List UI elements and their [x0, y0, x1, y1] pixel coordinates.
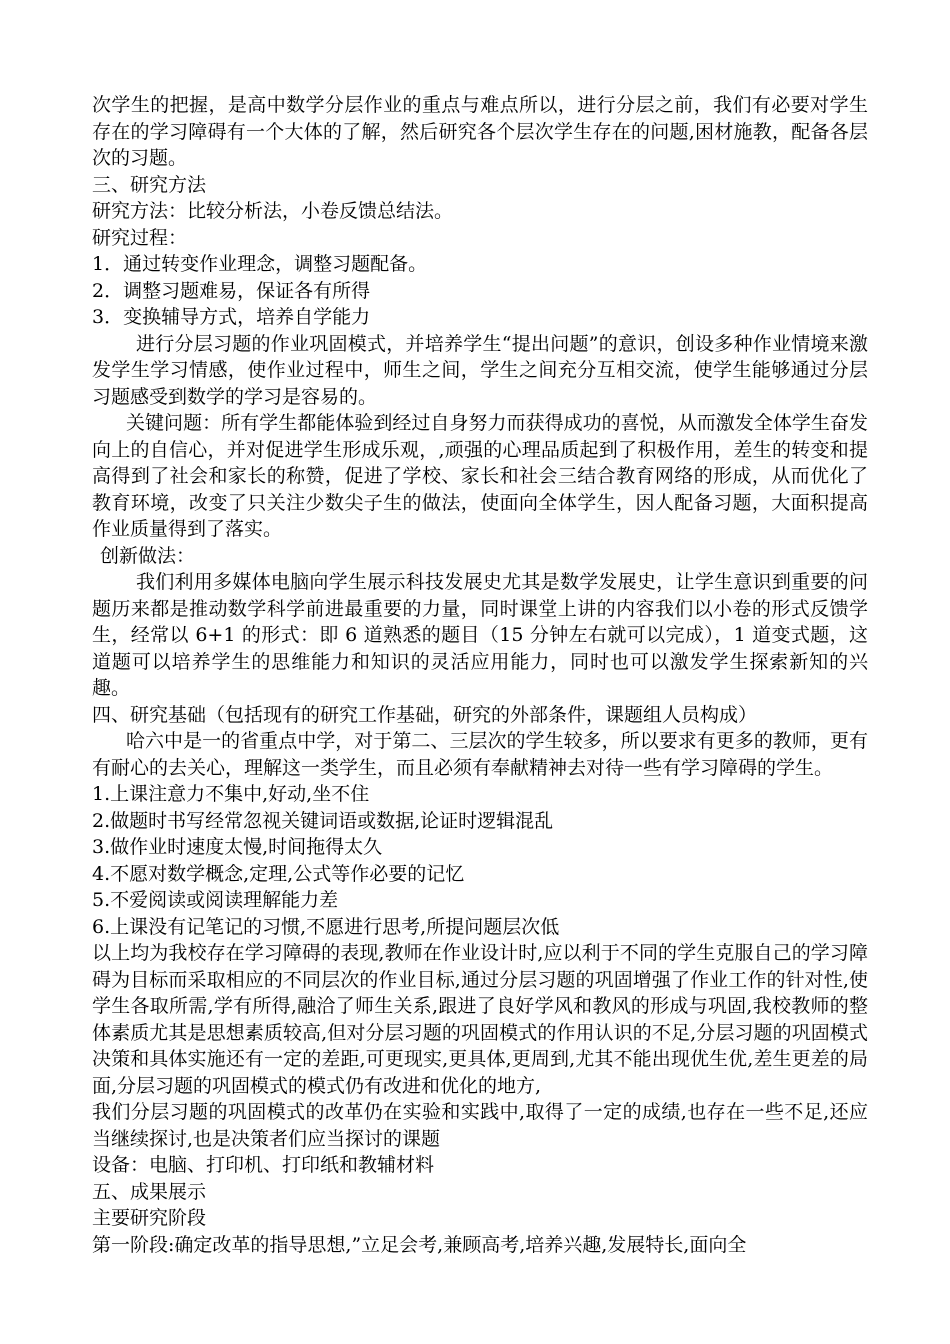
list-item-obstacle-5: 5.不爱阅读或阅读理解能力差: [92, 889, 339, 911]
label-research-process: 研究过程：: [92, 226, 188, 249]
paragraph-research-methods: 研究方法：比较分析法，小卷反馈总结法。: [92, 200, 454, 222]
paragraph-stage-one: 第一阶段:确定改革的指导思想,”立足会考,兼顾高考,培养兴趣,发展特长,面向全: [92, 1233, 747, 1256]
list-item-process-3: 3．变换辅导方式，培养自学能力: [92, 306, 371, 328]
section-heading-results: 五、成果展示: [92, 1180, 207, 1203]
section-heading-research-methods: 三、研究方法: [92, 173, 207, 196]
paragraph-intro-continuation: 次学生的把握，是高中数学分层作业的重点与难点所以，进行分层之前，我们有必要对学生存在的学习障碍有一个大体的了解，然后研究各个层次学生存在的问题,困材施教，配备各层次的习题。: [92, 94, 868, 169]
list-item-obstacle-1: 1.上课注意力不集中,好动,坐不住: [92, 783, 370, 805]
label-main-stages: 主要研究阶段: [92, 1207, 207, 1229]
list-item-obstacle-3: 3.做作业时速度太慢,时间拖得太久: [92, 836, 383, 858]
list-item-process-1: 1．通过转变作业理念，调整习题配备。: [92, 253, 428, 275]
paragraph-obstacle-summary: 以上均为我校存在学习障碍的表现,教师在作业设计时,应以利于不同的学生克服自己的学习障碍为目标而采取相应的不同层次的作业目标,通过分层习题的巩固增强了作业工作的针对性,使学生各取所需,学有所得,融洽了师生关系,跟进了良好学风和教风的形成与巩固,我校教师的整体素质尤其是思想素质较高,但对分层习题的巩固模式的作用认识的不足,分层习题的巩固模式决策和具体实施还有一定的差距,可更现实,更具体,更周到,尤其不能出现优生优,差生更差的局面,分层习题的巩固模式的模式仍有改进和优化的地方,: [92, 942, 868, 1097]
paragraph-school-basis: 哈六中是一的省重点中学，对于第二、三层次的学生较多，所以要求有更多的教师，更有有耐心的去关心，理解这一类学生，而且必须有奉献精神去对待一些有学习障碍的学生。: [92, 730, 868, 779]
list-item-process-2: 2．调整习题难易，保证各有所得: [92, 279, 371, 302]
section-heading-research-basis: 四、研究基础（包括现有的研究工作基础，研究的外部条件，课题组人员构成）: [92, 703, 758, 726]
paragraph-reform-status: 我们分层习题的巩固模式的改革仍在实验和实践中,取得了一定的成绩,也存在一些不足,还应当继续探讨,也是决策者们应当探讨的课题: [92, 1101, 868, 1150]
list-item-obstacle-2: 2.做题时书写经常忽视关键词语或数据,论证时逻辑混乱: [92, 809, 554, 832]
list-item-obstacle-6: 6.上课没有记笔记的习惯,不愿进行思考,所提问题层次低: [92, 915, 560, 938]
paragraph-equipment: 设备：电脑、打印机、打印纸和教辅材料: [92, 1154, 435, 1176]
paragraph-innovation: 我们利用多媒体电脑向学生展示科技发展史尤其是数学发展史，让学生意识到重要的问题历来都是推动数学科学前进最重要的力量，同时课堂上讲的内容我们以小卷的形式反馈学生，经常以 6+1 的形式：即 6 道熟悉的题目（15 分钟左右就可以完成），1 道变式题，这道题可以培养学生的思维能力和知识的灵活应用能力，同时也可以激发学生探索新知的兴趣。: [92, 571, 868, 699]
paragraph-key-problems: 关键问题：所有学生都能体验到经过自身努力而获得成功的喜悦，从而激发全体学生奋发向上的自信心，并对促进学生形成乐观，,顽强的心理品质起到了积极作用，差生的转变和提高得到了社会和家长的称赞，促进了学校、家长和社会三结合教育网络的形成，从而优化了教育环境，改变了只关注少数尖子生的做法，使面向全体学生，因人配备习题，大面积提高作业质量得到了落实。: [92, 412, 868, 540]
document-page: [92, 92, 868, 1258]
paragraph-layered-homework: 进行分层习题的作业巩固模式，并培养学生“提出问题”的意识，创设多种作业情境来激发学生学习情感，使作业过程中，师生之间，学生之间充分互相交流，使学生能够通过分层习题感受到数学的学习是容易的。: [92, 332, 868, 408]
list-item-obstacle-4: 4.不愿对数学概念,定理,公式等作必要的记忆: [92, 862, 465, 885]
label-innovation: 创新做法：: [100, 544, 196, 567]
